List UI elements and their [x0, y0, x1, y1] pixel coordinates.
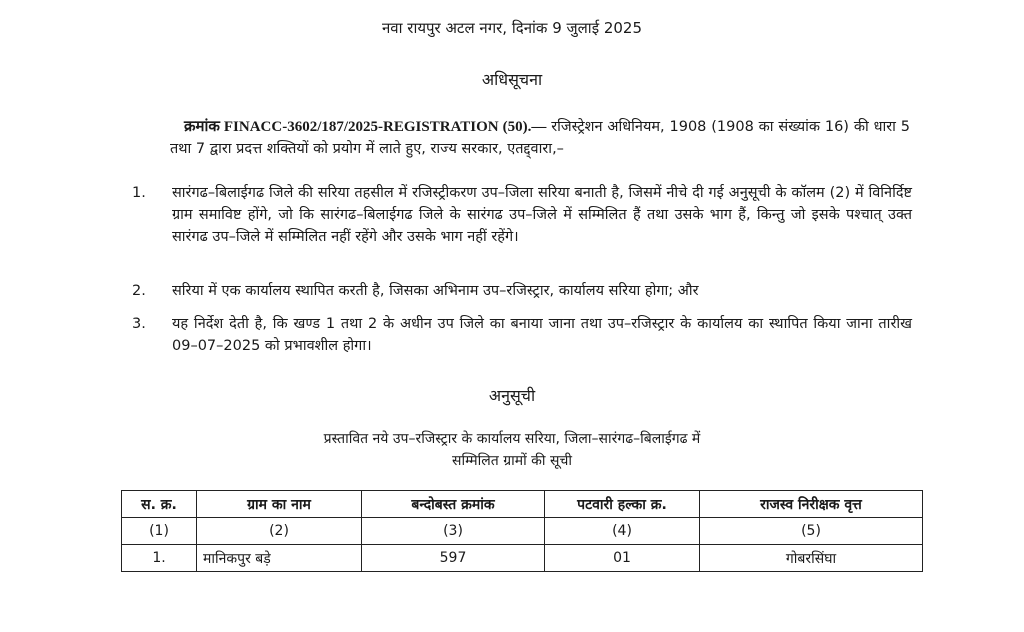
table-row: [122, 545, 923, 572]
column-header: ग्राम का नाम: [197, 491, 362, 518]
table-header-row: [122, 491, 923, 518]
preamble-text: रजिस्ट्रेशन अधिनियम, 1908 (1908 का संख्यांक 16) की धारा 5 तथा 7 द्वारा प्रदत्त शक्तियों को प्रयोग में लाते हुए, राज्य सरकार, एतद्द्वारा,–: [170, 119, 911, 157]
column-number-row: [122, 518, 923, 545]
column-header: बन्दोबस्त क्रमांक: [362, 491, 545, 518]
notification-title: अधिसूचना: [481, 70, 543, 89]
patwari-halka-cell: 01: [545, 545, 700, 572]
clause-text: सारंगढ–बिलाईगढ जिले की सरिया तहसील में रजिस्ट्रीकरण उप–जिला सरिया बनाती है, जिसमें नीचे दी गई अनुसूची के कॉलम (2) में विनिर्दिष्ट ग्राम समाविष्ट होंगे, जो कि सारंगढ–बिलाईगढ जिले के सारंगढ उप–जिले में सम्मिलित हैं तथा उसके भाग हैं, किन्तु जो इसके पश्चात् उक्त सारंगढ उप–जिले में सम्मिलित नहीं रहेंगे और उसके भाग नहीं रहेंगे।: [172, 185, 912, 245]
dateline: नवा रायपुर अटल नगर, दिनांक 9 जुलाई 2025: [381, 19, 642, 37]
village-schedule-table: [121, 490, 923, 572]
clause-number: 1.: [132, 185, 146, 201]
settlement-number-cell: 597: [362, 545, 545, 572]
column-number: (4): [545, 518, 700, 545]
schedule-subtitle: [0, 428, 1024, 472]
schedule-subtitle-line2: सम्मिलित ग्रामों की सूची: [452, 453, 572, 469]
serial-number-cell: 1.: [122, 545, 197, 572]
column-header: राजस्व निरीक्षक वृत्त: [700, 491, 923, 518]
column-number: (3): [362, 518, 545, 545]
column-number: (5): [700, 518, 923, 545]
preamble-paragraph: [170, 116, 910, 160]
column-number: (1): [122, 518, 197, 545]
column-number: (2): [197, 518, 362, 545]
clause-text: यह निर्देश देती है, कि खण्ड 1 तथा 2 के अधीन उप जिले का बनाया जाना तथा उप–रजिस्ट्रार के कार्यालय का स्थापित किया जाना तारीख 09–07–2025 को प्रभावशील होगा।: [172, 316, 912, 354]
column-header: पटवारी हल्का क्र.: [545, 491, 700, 518]
clause-text: सरिया में एक कार्यालय स्थापित करती है, जिसका अभिनाम उप–रजिस्ट्रार, कार्यालय सरिया होगा; और: [172, 283, 699, 299]
clause-number: 2.: [132, 283, 146, 299]
clause-number: 3.: [132, 316, 146, 332]
revenue-circle-cell: गोबरसिंघा: [700, 545, 923, 572]
schedule-title: अनुसूची: [488, 386, 536, 405]
column-header: स. क्र.: [122, 491, 197, 518]
schedule-subtitle-line1: प्रस्तावित नये उप–रजिस्ट्रार के कार्यालय सरिया, जिला–सारंगढ–बिलाईगढ में: [323, 431, 701, 447]
reference-number: क्रमांक FINACC-3602/187/2025-REGISTRATION (50).—: [184, 119, 547, 135]
village-name-cell: मानिकपुर बड़े: [197, 545, 362, 572]
